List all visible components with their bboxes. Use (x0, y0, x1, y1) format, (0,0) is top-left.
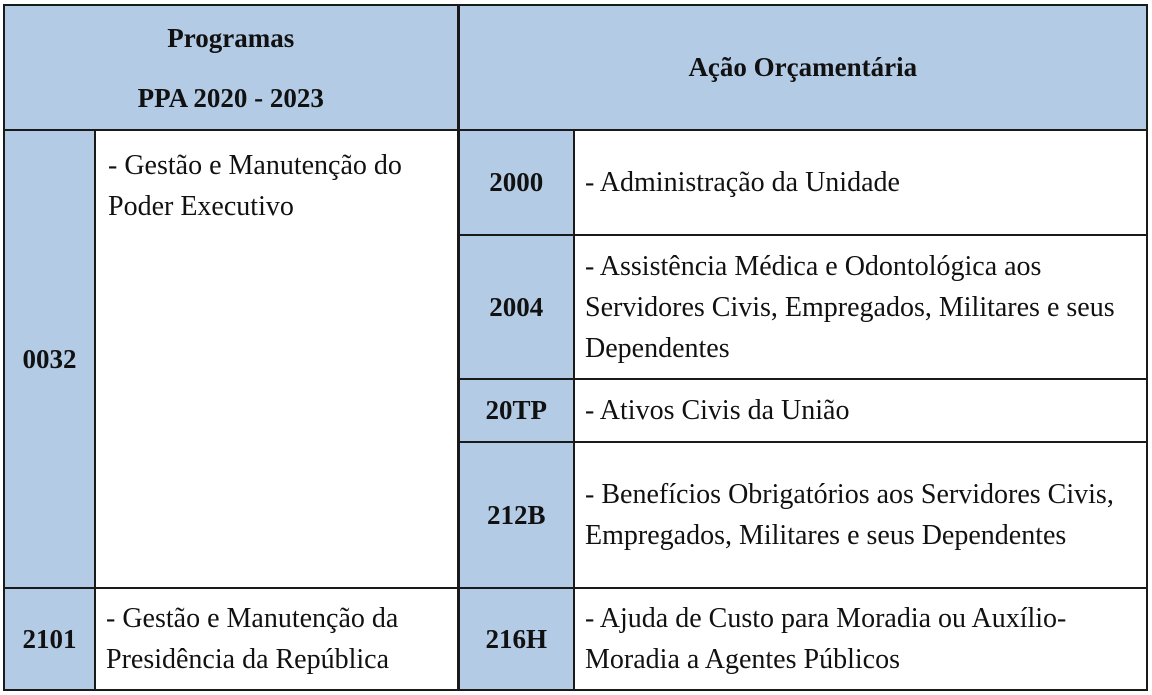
action-code: 212B (458, 442, 574, 588)
action-description: - Ajuda de Custo para Moradia ou Auxílio-Moradia a Agentes Públicos (574, 588, 1147, 690)
action-header: Ação Orçamentária (458, 5, 1147, 130)
action-description: - Benefícios Obrigatórios aos Servidores Civis, Empregados, Militares e seus Dependentes (574, 442, 1147, 588)
header-row (4, 5, 1147, 130)
budget-table-wrapper (3, 4, 1148, 691)
action-code: 216H (458, 588, 574, 690)
action-description: - Ativos Civis da União (574, 379, 1147, 442)
programs-actions-table (3, 4, 1148, 691)
action-code: 2000 (458, 130, 574, 235)
table-row (4, 588, 1147, 690)
action-code: 20TP (458, 379, 574, 442)
programs-header-period: PPA 2020 - 2023 (137, 82, 324, 113)
programs-header-title: Programas (167, 22, 295, 53)
action-description: - Administração da Unidade (574, 130, 1147, 235)
action-code: 2004 (458, 235, 574, 379)
table-row (4, 130, 1147, 235)
program-code: 2101 (4, 588, 95, 690)
program-description: - Gestão e Manutenção da Presidência da República (95, 588, 458, 690)
program-description: - Gestão e Manutenção do Poder Executivo (95, 130, 458, 588)
program-code: 0032 (4, 130, 95, 588)
action-description: - Assistência Médica e Odontológica aos Servidores Civis, Empregados, Militares e seus Dependentes (574, 235, 1147, 379)
programs-header (4, 5, 458, 130)
